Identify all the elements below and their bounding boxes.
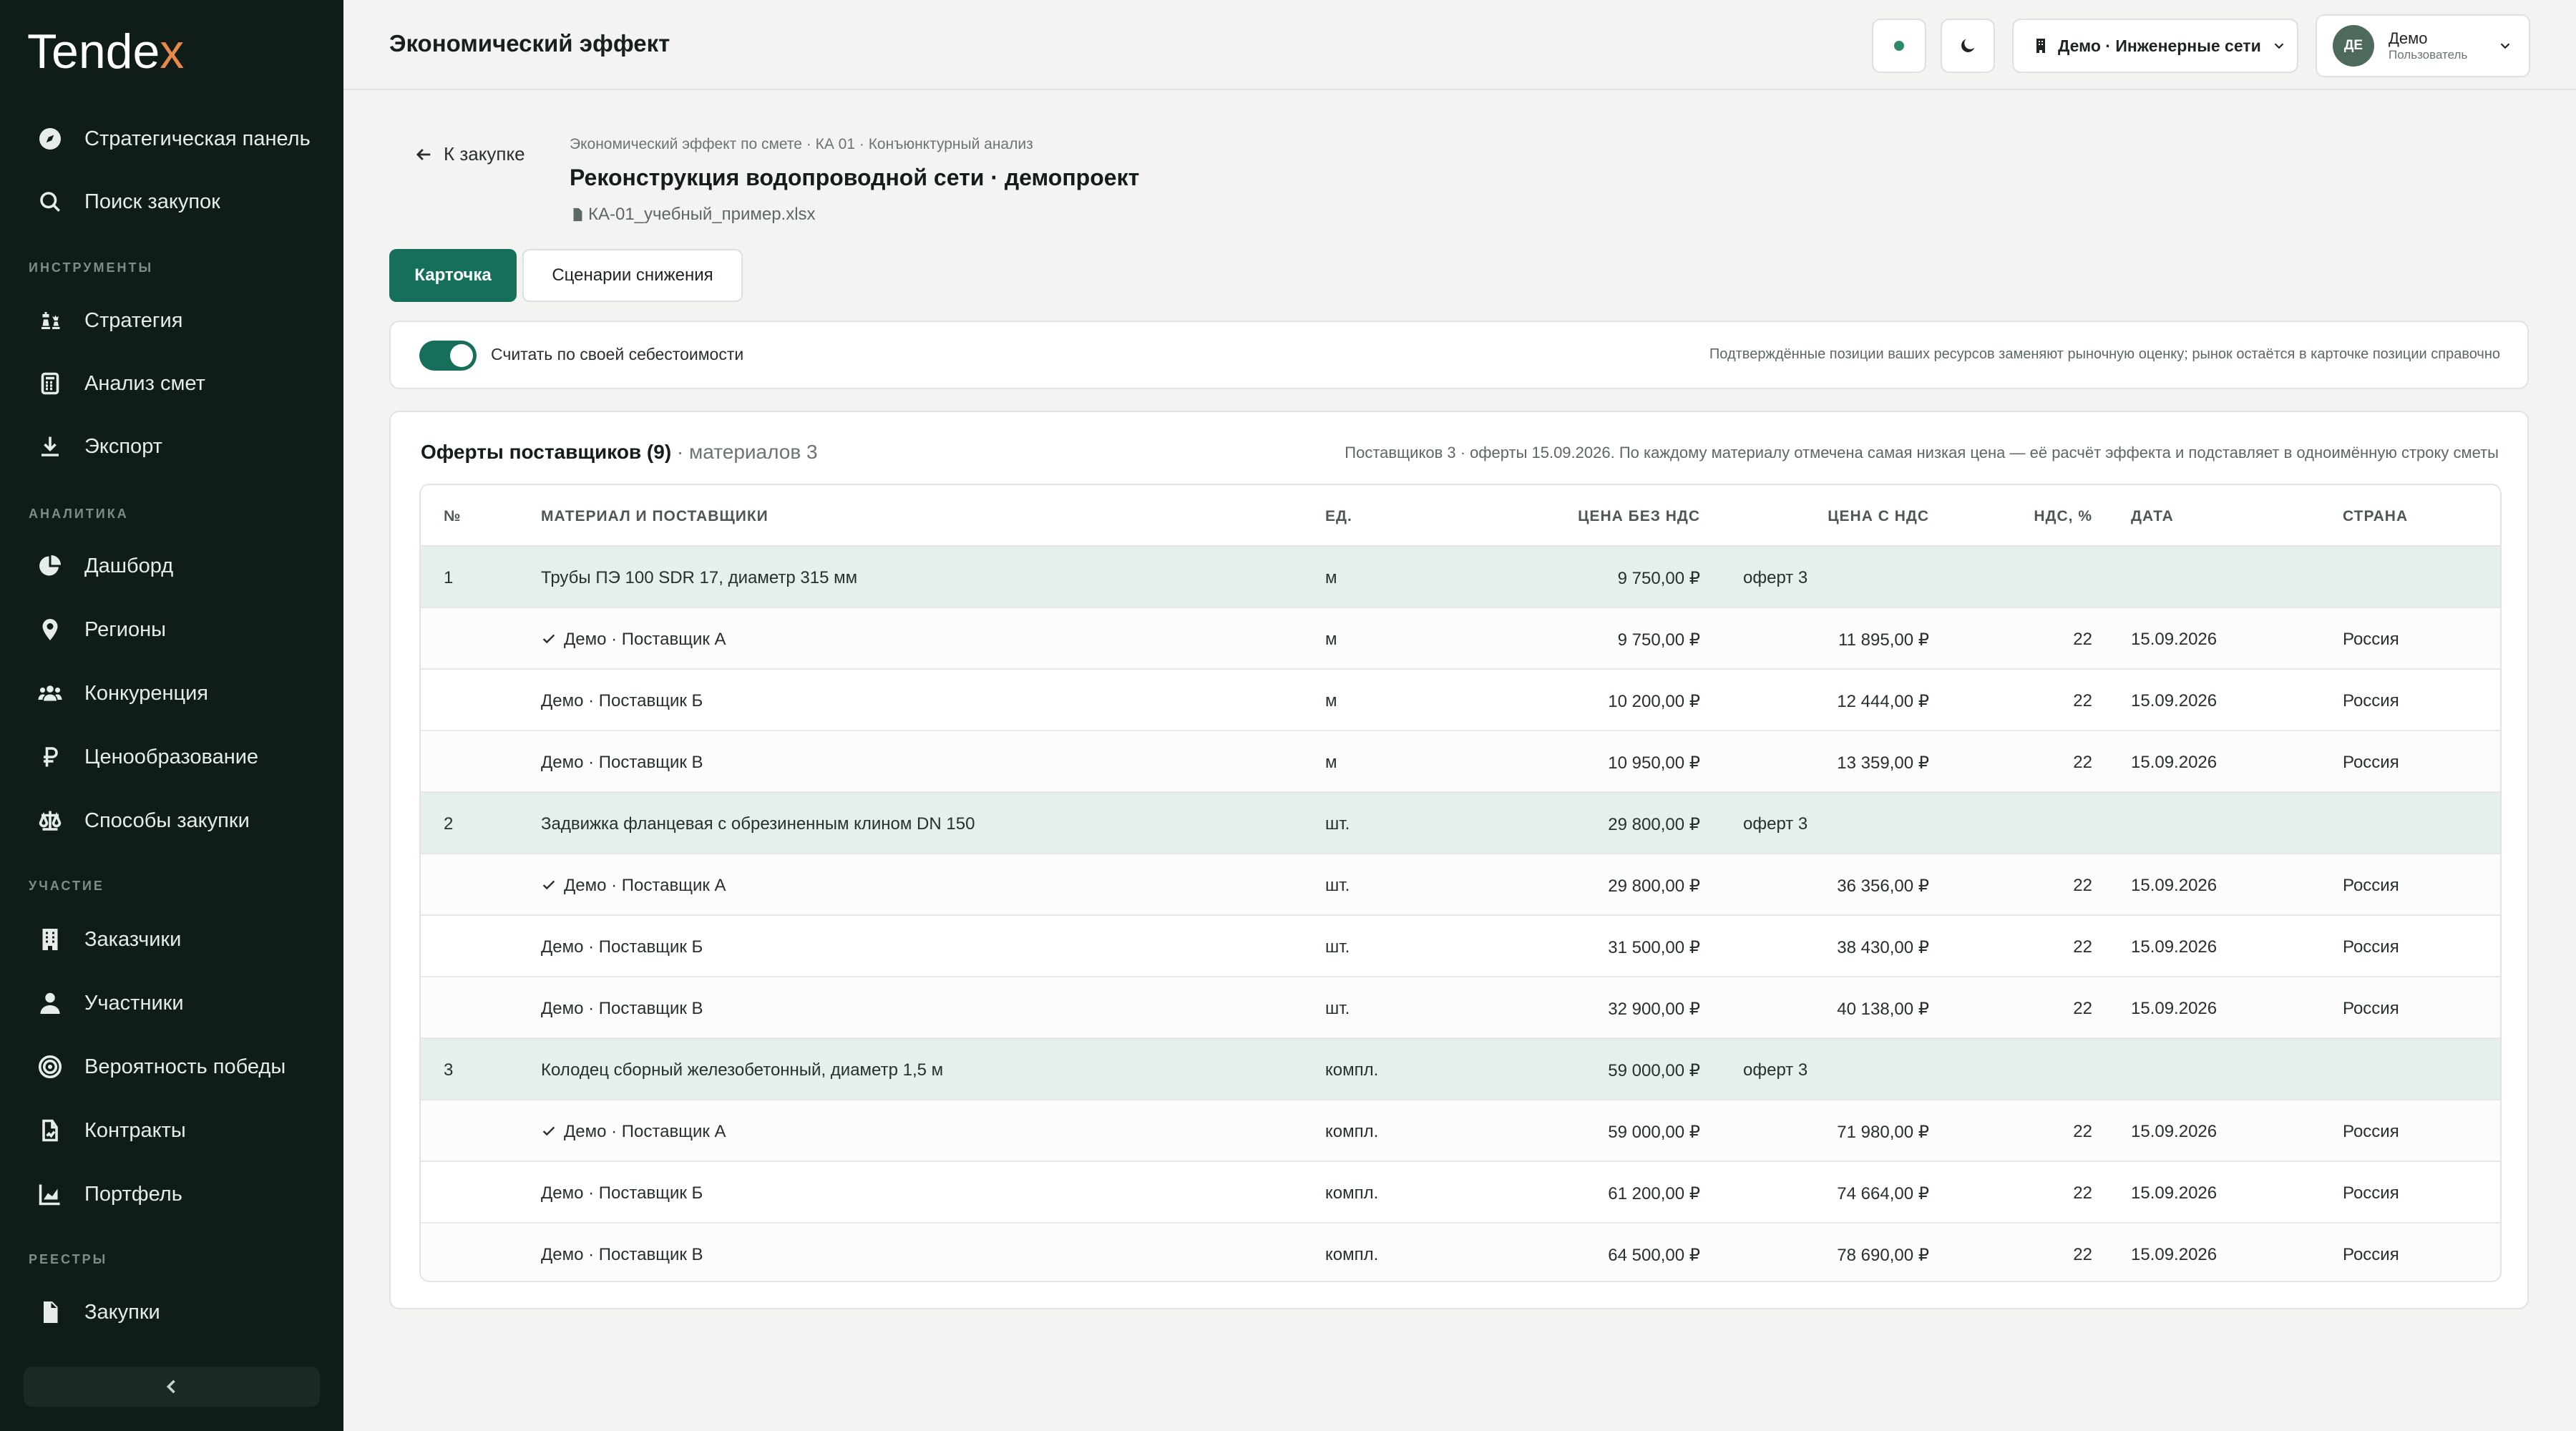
row-number: 3 (444, 1060, 454, 1080)
document-title: Реконструкция водопроводной сети · демопроект (570, 165, 1140, 190)
supplier-name: Демо · Поставщик А (541, 1122, 726, 1142)
scales-icon (36, 806, 64, 835)
col-date: ДАТА (2131, 508, 2174, 524)
supplier-name: Демо · Поставщик В (541, 753, 703, 772)
unit: м (1325, 691, 1337, 710)
pie-chart-icon (36, 552, 64, 580)
map-pin-icon (36, 615, 64, 644)
unit: шт. (1325, 999, 1350, 1018)
sidebar-item-label: Дашборд (84, 554, 174, 577)
sidebar-item-label: Заказчики (84, 927, 182, 951)
supplier-row[interactable] (421, 731, 2500, 793)
sidebar-item-pricing[interactable] (21, 731, 322, 783)
sidebar-item-win-probability[interactable] (21, 1041, 322, 1093)
supplier-name: Демо · Поставщик В (541, 999, 703, 1018)
breadcrumb: Экономический эффект по смете · КА 01 · Конъюнктурный анализ (570, 136, 1033, 152)
sidebar-section-registries: РЕЕСТРЫ (29, 1252, 108, 1266)
material-name: Трубы ПЭ 100 SDR 17, диаметр 315 мм (541, 568, 858, 587)
unit: компл. (1325, 1245, 1379, 1264)
price-no-vat: 61 200,00 ₽ (1608, 1184, 1700, 1203)
unit: шт. (1325, 937, 1350, 957)
country: Россия (2343, 876, 2399, 895)
price-with-vat: 74 664,00 ₽ (1837, 1184, 1929, 1203)
offers-count: оферт 3 (1743, 568, 1808, 587)
sidebar-item-competition[interactable] (21, 668, 322, 719)
sidebar-item-estimate-analysis[interactable] (21, 358, 322, 409)
col-vat: НДС, % (2034, 508, 2092, 524)
sidebar-item-strategic-panel[interactable] (21, 113, 322, 165)
offer-date: 15.09.2026 (2131, 999, 2218, 1018)
building-icon (36, 925, 64, 954)
sidebar-item-label: Участники (84, 991, 184, 1015)
sidebar-item-label: Закупки (84, 1300, 160, 1324)
supplier-name: Демо · Поставщик В (541, 1245, 703, 1264)
contract-icon (36, 1116, 64, 1145)
supplier-name: Демо · Поставщик А (541, 876, 726, 896)
offer-date: 15.09.2026 (2131, 937, 2218, 957)
sidebar-item-label: Вероятность победы (84, 1055, 286, 1078)
vat-rate: 22 (2073, 630, 2092, 649)
unit: шт. (1325, 814, 1350, 834)
file-link[interactable] (570, 205, 816, 225)
price-no-vat: 64 500,00 ₽ (1608, 1246, 1700, 1265)
offers-table (419, 484, 2502, 1282)
material-name: Колодец сборный железобетонный, диаметр 1,5 м (541, 1060, 944, 1080)
country: Россия (2343, 753, 2399, 772)
col-price: ЦЕНА БЕЗ НДС (1578, 508, 1700, 524)
sidebar-section-tools: ИНСТРУМЕНТЫ (29, 260, 154, 275)
chevron-left-icon (162, 1377, 182, 1397)
sidebar-item-label: Конкуренция (84, 681, 209, 705)
search-icon (36, 187, 64, 216)
price-with-vat: 11 895,00 ₽ (1838, 630, 1929, 650)
offer-date: 15.09.2026 (2131, 1122, 2218, 1141)
download-icon (36, 432, 64, 461)
sidebar-section-participation: УЧАСТИЕ (29, 879, 104, 893)
sidebar-item-contracts[interactable] (21, 1105, 322, 1156)
supplier-row[interactable] (421, 670, 2500, 731)
toggle-note: Подтверждённые позиции ваших ресурсов заменяют рыночную оценку; рынок остаётся в карточке позиции справочно (1709, 346, 2500, 362)
sidebar-item-label: Способы закупки (84, 809, 250, 832)
sidebar-item-label: Поиск закупок (84, 190, 220, 213)
supplier-row[interactable] (421, 608, 2500, 670)
unit: м (1325, 630, 1337, 649)
country: Россия (2343, 691, 2399, 710)
sidebar-item-strategy[interactable] (21, 295, 322, 346)
sidebar-item-label: Стратегическая панель (84, 127, 311, 150)
supplier-name: Демо · Поставщик А (541, 630, 726, 650)
price-with-vat: 38 430,00 ₽ (1837, 938, 1929, 957)
supplier-row[interactable] (421, 1162, 2500, 1224)
offers-note: Поставщиков 3 · оферты 15.09.2026. По каждому материалу отмечена самая низкая цена — её расчёт эффекта и подставляет в одноимённую строку сметы (1345, 444, 2499, 461)
offer-date: 15.09.2026 (2131, 753, 2218, 772)
avatar: ДЕ (2333, 25, 2374, 67)
price-no-vat: 59 000,00 ₽ (1608, 1061, 1700, 1080)
material-name: Задвижка фланцевая с обрезиненным клином DN 150 (541, 814, 975, 834)
country: Россия (2343, 1183, 2399, 1203)
sidebar-item-search[interactable] (21, 176, 322, 228)
table-header (421, 485, 2500, 547)
offer-date: 15.09.2026 (2131, 876, 2218, 895)
chess-icon (36, 306, 64, 335)
user-name: Демо (2389, 29, 2428, 47)
price-no-vat: 10 200,00 ₽ (1608, 692, 1700, 711)
arrow-left-icon (414, 145, 434, 165)
vat-rate: 22 (2073, 1122, 2092, 1141)
price-no-vat: 31 500,00 ₽ (1608, 938, 1700, 957)
price-with-vat: 36 356,00 ₽ (1837, 876, 1929, 896)
unit: компл. (1325, 1183, 1379, 1203)
sidebar-item-label: Портфель (84, 1182, 182, 1206)
vat-rate: 22 (2073, 876, 2092, 895)
vat-rate: 22 (2073, 1245, 2092, 1264)
offers-count: оферт 3 (1743, 814, 1808, 834)
supplier-row[interactable] (421, 977, 2500, 1039)
col-num: № (444, 508, 462, 524)
user-tie-icon (36, 989, 64, 1017)
price-with-vat: 13 359,00 ₽ (1837, 753, 1929, 773)
offer-date: 15.09.2026 (2131, 1183, 2218, 1203)
offers-count: оферт 3 (1743, 1060, 1808, 1080)
price-no-vat: 9 750,00 ₽ (1617, 630, 1700, 650)
vat-rate: 22 (2073, 999, 2092, 1018)
country: Россия (2343, 999, 2399, 1018)
collapse-sidebar-button[interactable] (24, 1367, 320, 1407)
sidebar-item-label: Контракты (84, 1118, 186, 1142)
col-material: МАТЕРИАЛ И ПОСТАВЩИКИ (541, 508, 769, 524)
unit: компл. (1325, 1122, 1379, 1141)
file-icon (570, 207, 585, 223)
vat-rate: 22 (2073, 691, 2092, 710)
toggle-label: Считать по своей себестоимости (491, 345, 744, 363)
unit: компл. (1325, 1060, 1379, 1080)
supplier-name: Демо · Поставщик Б (541, 691, 703, 710)
supplier-row[interactable] (421, 854, 2500, 916)
moon-icon (1958, 36, 1978, 56)
price-no-vat: 10 950,00 ₽ (1608, 753, 1700, 773)
check-icon (541, 1123, 557, 1139)
user-role: Пользователь (2389, 48, 2468, 62)
sidebar (0, 0, 343, 1431)
back-label: К закупке (444, 143, 525, 165)
chevron-down-icon (2271, 38, 2287, 54)
country: Россия (2343, 630, 2399, 649)
sidebar-item-label: Анализ смет (84, 371, 205, 395)
check-icon (541, 877, 557, 893)
status-dot-icon (1894, 41, 1904, 51)
sidebar-item-participants[interactable] (21, 977, 322, 1029)
sidebar-item-customers[interactable] (21, 914, 322, 965)
building-icon (2032, 37, 2049, 54)
own-cost-toggle[interactable] (419, 341, 477, 371)
supplier-row[interactable] (421, 1224, 2500, 1282)
supplier-row[interactable] (421, 1100, 2500, 1162)
material-row[interactable] (421, 1039, 2500, 1100)
offer-date: 15.09.2026 (2131, 630, 2218, 649)
logo[interactable]: Tendex (27, 24, 185, 79)
sidebar-item-label: Стратегия (84, 308, 183, 332)
sidebar-item-dashboard[interactable] (21, 540, 322, 592)
price-no-vat: 29 800,00 ₽ (1608, 876, 1700, 896)
country: Россия (2343, 937, 2399, 957)
price-no-vat: 59 000,00 ₽ (1608, 1123, 1700, 1142)
file-name: КА-01_учебный_пример.xlsx (588, 205, 816, 224)
sidebar-item-procurements[interactable] (21, 1286, 322, 1338)
offers-title: Оферты поставщиков (9) · материалов 3 (421, 441, 818, 463)
vat-rate: 22 (2073, 1183, 2092, 1203)
ruble-icon (36, 743, 64, 771)
offer-date: 15.09.2026 (2131, 691, 2218, 710)
sidebar-item-label: Экспорт (84, 434, 162, 458)
col-price-vat: ЦЕНА С НДС (1828, 508, 1929, 524)
user-menu[interactable] (2316, 14, 2530, 77)
material-row[interactable] (421, 793, 2500, 854)
country: Россия (2343, 1122, 2399, 1141)
target-icon (36, 1053, 64, 1081)
tab-card[interactable]: Карточка (389, 249, 517, 302)
compass-icon (36, 124, 64, 153)
country: Россия (2343, 1245, 2399, 1264)
chevron-down-icon (2497, 38, 2513, 54)
organization-selector[interactable] (2012, 19, 2298, 73)
price-with-vat: 40 138,00 ₽ (1837, 1000, 1929, 1019)
price-with-vat: 12 444,00 ₽ (1837, 692, 1929, 711)
material-row[interactable] (421, 547, 2500, 608)
supplier-name: Демо · Поставщик Б (541, 1183, 703, 1203)
cost-toggle-card (389, 321, 2529, 389)
supplier-row[interactable] (421, 916, 2500, 977)
price-no-vat: 32 900,00 ₽ (1608, 1000, 1700, 1019)
col-country: СТРАНА (2343, 508, 2409, 524)
tab-reduction-scenarios[interactable]: Сценарии снижения (522, 249, 743, 302)
theme-toggle-button[interactable] (1941, 19, 1995, 73)
price-no-vat: 29 800,00 ₽ (1608, 815, 1700, 834)
unit: м (1325, 753, 1337, 772)
unit: м (1325, 568, 1337, 587)
price-with-vat: 78 690,00 ₽ (1837, 1246, 1929, 1265)
document-icon (36, 1298, 64, 1327)
check-icon (541, 631, 557, 647)
sidebar-item-label: Ценообразование (84, 745, 259, 768)
col-unit: ЕД. (1325, 508, 1352, 524)
organization-label: Демо · Инженерные сети (2058, 36, 2261, 55)
price-with-vat: 71 980,00 ₽ (1837, 1123, 1929, 1142)
sidebar-section-analytics: АНАЛИТИКА (29, 507, 129, 521)
top-bar (343, 0, 2576, 90)
unit: шт. (1325, 876, 1350, 895)
vat-rate: 22 (2073, 937, 2092, 957)
bar-chart-icon (36, 1180, 64, 1208)
row-number: 1 (444, 568, 454, 587)
sidebar-item-regions[interactable] (21, 604, 322, 655)
status-button[interactable] (1872, 19, 1926, 73)
row-number: 2 (444, 814, 454, 834)
calculator-icon (36, 369, 64, 398)
supplier-name: Демо · Поставщик Б (541, 937, 703, 957)
supplier-offers-card (389, 411, 2529, 1309)
sidebar-item-label: Регионы (84, 617, 166, 641)
sidebar-item-procurement-methods[interactable] (21, 795, 322, 846)
sidebar-item-export[interactable] (21, 421, 322, 472)
back-link[interactable] (414, 143, 525, 165)
offer-date: 15.09.2026 (2131, 1245, 2218, 1264)
vat-rate: 22 (2073, 753, 2092, 772)
users-icon (36, 679, 64, 708)
page-title: Экономический эффект (389, 30, 670, 57)
sidebar-item-portfolio[interactable] (21, 1168, 322, 1220)
price-no-vat: 9 750,00 ₽ (1617, 569, 1700, 588)
